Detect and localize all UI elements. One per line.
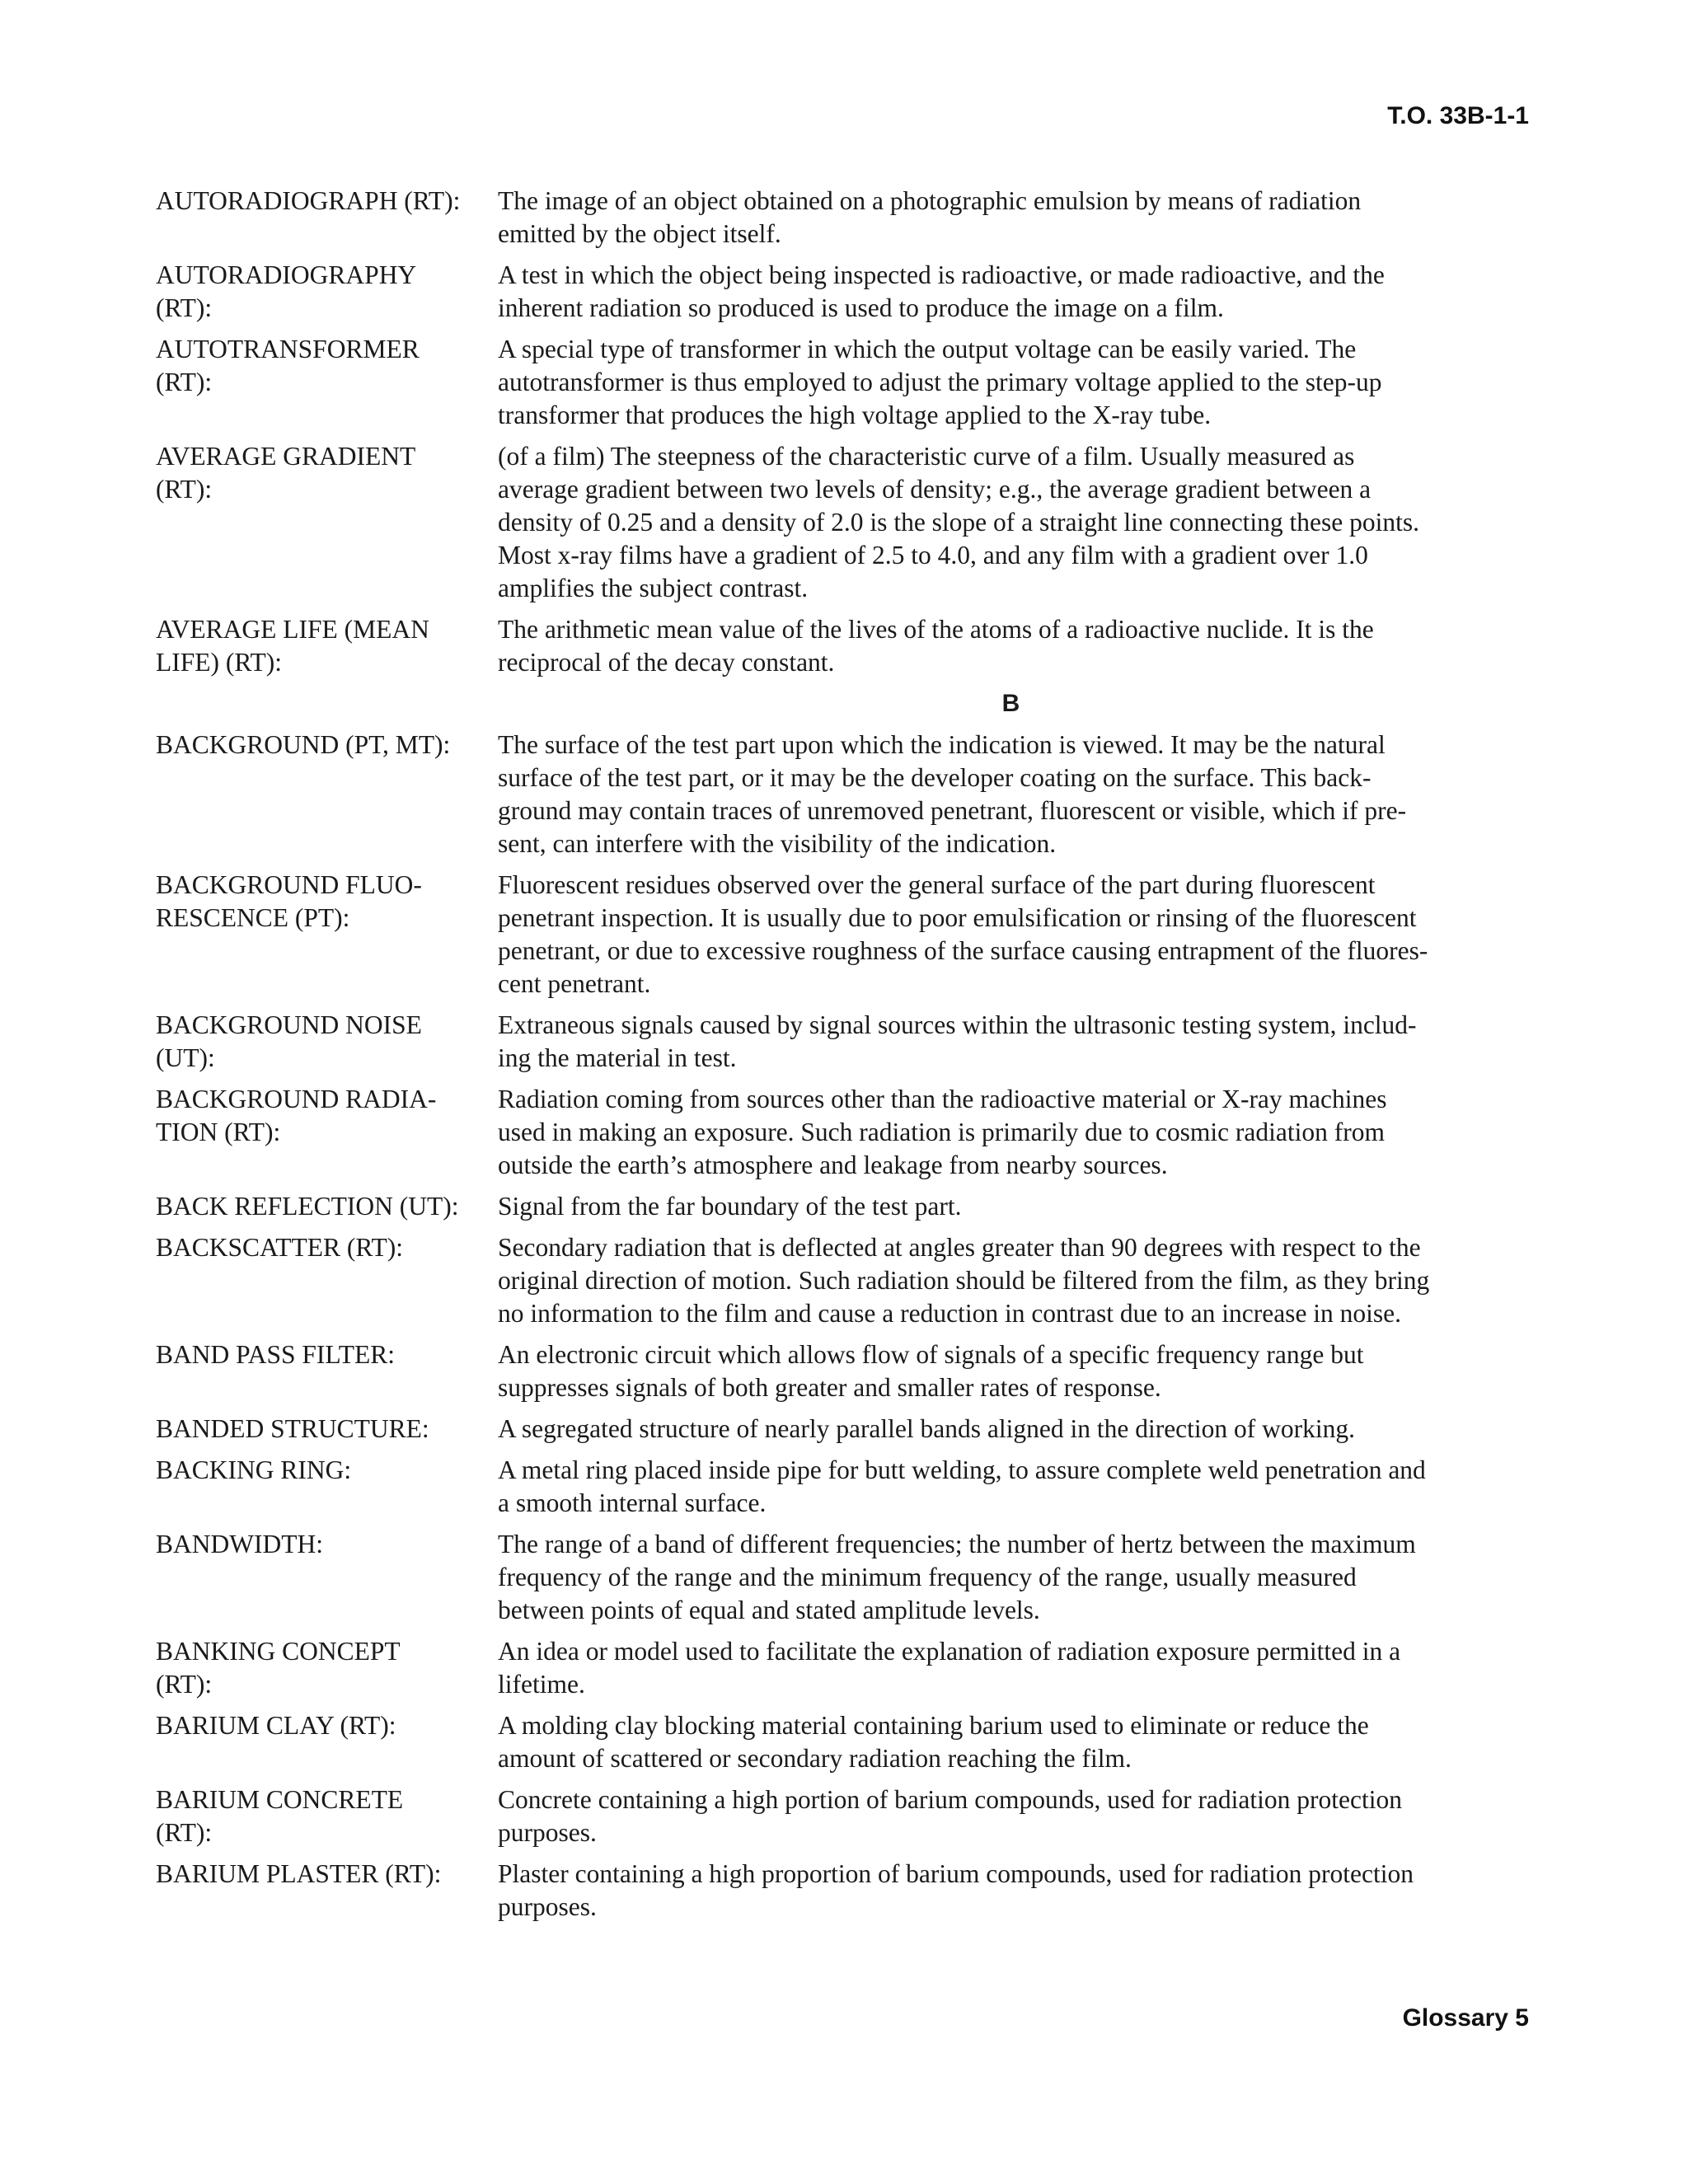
glossary-entry <box>156 1709 1524 1775</box>
glossary-entry <box>156 613 1524 679</box>
definition-line: density of 0.25 and a density of 2.0 is the slope of a straight line connecting these points. <box>498 508 1420 537</box>
term-line: BACKGROUND RADIA- <box>156 1085 437 1113</box>
term-line: BANDWIDTH: <box>156 1530 323 1558</box>
term-line: BARIUM CONCRETE <box>156 1785 404 1814</box>
glossary-entry <box>156 1528 1524 1627</box>
definition-line: lifetime. <box>498 1670 585 1699</box>
glossary-definition <box>498 729 1524 860</box>
term-line: AUTORADIOGRAPHY <box>156 260 417 289</box>
glossary-term <box>156 1528 498 1627</box>
term-line: BACKGROUND NOISE <box>156 1010 422 1039</box>
definition-line: A test in which the object being inspected is radioactive, or made radioactive, and the <box>498 260 1385 289</box>
glossary-term <box>156 440 498 605</box>
definition-line: ing the material in test. <box>498 1043 737 1072</box>
glossary-term <box>156 1783 498 1849</box>
glossary-term <box>156 1413 498 1446</box>
definition-line: a smooth internal surface. <box>498 1488 767 1517</box>
definition-line: sent, can interfere with the visibility of the indication. <box>498 829 1057 858</box>
definition-line: autotransformer is thus employed to adjust the primary voltage applied to the step-up <box>498 368 1382 396</box>
glossary-definition <box>498 613 1524 679</box>
definition-line: cent penetrant. <box>498 969 651 998</box>
glossary-definition <box>498 1454 1524 1520</box>
term-line: (RT): <box>156 1818 213 1847</box>
definition-line: used in making an exposure. Such radiation is primarily due to cosmic radiation from <box>498 1118 1385 1146</box>
glossary-definition <box>498 1528 1524 1627</box>
term-line: BACKSCATTER (RT): <box>156 1233 404 1262</box>
glossary-definition <box>498 1709 1524 1775</box>
glossary-entry <box>156 1413 1524 1446</box>
glossary-entry <box>156 1858 1524 1924</box>
glossary-definition <box>498 1083 1524 1182</box>
glossary-term <box>156 185 498 251</box>
glossary-term <box>156 333 498 432</box>
glossary-term <box>156 1083 498 1182</box>
definition-line: between points of equal and stated amplitude levels. <box>498 1596 1040 1624</box>
definition-line: A segregated structure of nearly parallel bands aligned in the direction of working. <box>498 1414 1356 1443</box>
document-id: T.O. 33B-1-1 <box>1387 102 1529 129</box>
section-letter-b: B <box>1001 690 1020 717</box>
term-line: RESCENCE (PT): <box>156 903 350 932</box>
glossary-list <box>156 185 1524 1932</box>
glossary-entry <box>156 1231 1524 1330</box>
term-line: BANKING CONCEPT <box>156 1637 401 1666</box>
definition-line: The arithmetic mean value of the lives of the atoms of a radioactive nuclide. It is the <box>498 615 1374 644</box>
glossary-term <box>156 1338 498 1404</box>
definition-line: average gradient between two levels of density; e.g., the average gradient between a <box>498 475 1372 504</box>
definition-line: penetrant, or due to excessive roughness of the surface causing entrapment of the fluores- <box>498 936 1428 965</box>
glossary-entry <box>156 1083 1524 1182</box>
definition-line: emitted by the object itself. <box>498 219 781 248</box>
glossary-entry <box>156 729 1524 860</box>
glossary-entry <box>156 1190 1524 1223</box>
glossary-definition <box>498 333 1524 432</box>
term-line: BACKGROUND (PT, MT): <box>156 730 451 759</box>
glossary-term <box>156 259 498 325</box>
glossary-definition <box>498 1190 1524 1223</box>
term-line: AVERAGE GRADIENT <box>156 442 416 471</box>
definition-line: (of a film) The steepness of the characteristic curve of a film. Usually measured as <box>498 442 1355 471</box>
definition-line: reciprocal of the decay constant. <box>498 648 835 677</box>
definition-line: Most x-ray films have a gradient of 2.5 to 4.0, and any film with a gradient over 1.0 <box>498 541 1368 569</box>
definition-line: Concrete containing a high portion of barium compounds, used for radiation protection <box>498 1785 1402 1814</box>
section-a-entries <box>156 185 1524 679</box>
definition-line: A special type of transformer in which the output voltage can be easily varied. The <box>498 335 1357 363</box>
definition-line: The surface of the test part upon which the indication is viewed. It may be the natural <box>498 730 1386 759</box>
definition-line: The image of an object obtained on a photographic emulsion by means of radiation <box>498 186 1362 215</box>
glossary-entry <box>156 869 1524 1001</box>
glossary-entry <box>156 333 1524 432</box>
term-line: BARIUM CLAY (RT): <box>156 1711 396 1740</box>
definition-line: frequency of the range and the minimum frequency of the range, usually measured <box>498 1563 1357 1591</box>
definition-line: Fluorescent residues observed over the general surface of the part during fluorescent <box>498 870 1376 899</box>
term-line: AUTORADIOGRAPH (RT): <box>156 186 461 215</box>
glossary-term <box>156 1190 498 1223</box>
term-line: (UT): <box>156 1043 215 1072</box>
term-line: LIFE) (RT): <box>156 648 282 677</box>
glossary-entry <box>156 185 1524 251</box>
term-line: (RT): <box>156 1670 213 1699</box>
definition-line: inherent radiation so produced is used to produce the image on a film. <box>498 293 1224 322</box>
definition-line: Radiation coming from sources other than the radioactive material or X-ray machines <box>498 1085 1387 1113</box>
term-line: (RT): <box>156 475 213 504</box>
glossary-term <box>156 729 498 860</box>
term-line: BARIUM PLASTER (RT): <box>156 1859 442 1888</box>
glossary-term <box>156 1009 498 1075</box>
definition-line: Extraneous signals caused by signal sources within the ultrasonic testing system, includ- <box>498 1010 1417 1039</box>
glossary-definition <box>498 1858 1524 1924</box>
definition-line: original direction of motion. Such radiation should be filtered from the film, as they bring <box>498 1266 1430 1295</box>
definition-line: penetrant inspection. It is usually due to poor emulsification or rinsing of the fluorescent <box>498 903 1417 932</box>
term-line: (RT): <box>156 368 213 396</box>
glossary-definition <box>498 1783 1524 1849</box>
glossary-term <box>156 1635 498 1701</box>
definition-line: outside the earth’s atmosphere and leakage from nearby sources. <box>498 1151 1168 1179</box>
definition-line: amplifies the subject contrast. <box>498 574 809 602</box>
glossary-definition <box>498 1009 1524 1075</box>
definition-line: Signal from the far boundary of the test part. <box>498 1192 962 1221</box>
term-line: AVERAGE LIFE (MEAN <box>156 615 429 644</box>
glossary-definition <box>498 1635 1524 1701</box>
glossary-definition <box>498 185 1524 251</box>
definition-line: suppresses signals of both greater and smaller rates of response. <box>498 1373 1161 1402</box>
definition-line: An electronic circuit which allows flow of signals of a specific frequency range but <box>498 1340 1364 1369</box>
section-b-entries <box>156 729 1524 1924</box>
glossary-definition <box>498 440 1524 605</box>
glossary-term <box>156 1231 498 1330</box>
definition-line: no information to the film and cause a reduction in contrast due to an increase in noise. <box>498 1299 1402 1328</box>
glossary-definition <box>498 869 1524 1001</box>
glossary-entry <box>156 1009 1524 1075</box>
definition-line: purposes. <box>498 1892 597 1921</box>
glossary-term <box>156 1858 498 1924</box>
glossary-entry <box>156 259 1524 325</box>
definition-line: Plaster containing a high proportion of barium compounds, used for radiation protection <box>498 1859 1414 1888</box>
term-line: BACKING RING: <box>156 1455 352 1484</box>
glossary-term <box>156 869 498 1001</box>
term-line: TION (RT): <box>156 1118 281 1146</box>
definition-line: Secondary radiation that is deflected at angles greater than 90 degrees with respect to the <box>498 1233 1421 1262</box>
definition-line: surface of the test part, or it may be the developer coating on the surface. This back- <box>498 763 1372 792</box>
definition-line: purposes. <box>498 1818 597 1847</box>
glossary-entry <box>156 1454 1524 1520</box>
glossary-definition <box>498 259 1524 325</box>
glossary-term <box>156 1709 498 1775</box>
term-line: AUTOTRANSFORMER <box>156 335 420 363</box>
page-number: Glossary 5 <box>1402 2004 1529 2032</box>
glossary-term <box>156 1454 498 1520</box>
definition-line: A molding clay blocking material containing barium used to eliminate or reduce the <box>498 1711 1369 1740</box>
definition-line: A metal ring placed inside pipe for butt welding, to assure complete weld penetration and <box>498 1455 1426 1484</box>
definition-line: The range of a band of different frequencies; the number of hertz between the maximum <box>498 1530 1416 1558</box>
definition-line: amount of scattered or secondary radiation reaching the film. <box>498 1744 1132 1773</box>
glossary-entry <box>156 440 1524 605</box>
term-line: BACK REFLECTION (UT): <box>156 1192 459 1221</box>
definition-line: An idea or model used to facilitate the explanation of radiation exposure permitted in a <box>498 1637 1401 1666</box>
glossary-entry <box>156 1635 1524 1701</box>
term-line: BACKGROUND FLUO- <box>156 870 422 899</box>
glossary-term <box>156 613 498 679</box>
glossary-entry <box>156 1338 1524 1404</box>
definition-line: ground may contain traces of unremoved penetrant, fluorescent or visible, which if pre- <box>498 796 1407 825</box>
glossary-definition <box>498 1338 1524 1404</box>
term-line: BAND PASS FILTER: <box>156 1340 396 1369</box>
glossary-definition <box>498 1231 1524 1330</box>
term-line: (RT): <box>156 293 213 322</box>
term-line: BANDED STRUCTURE: <box>156 1414 429 1443</box>
glossary-entry <box>156 1783 1524 1849</box>
glossary-definition <box>498 1413 1524 1446</box>
definition-line: transformer that produces the high voltage applied to the X-ray tube. <box>498 401 1212 429</box>
